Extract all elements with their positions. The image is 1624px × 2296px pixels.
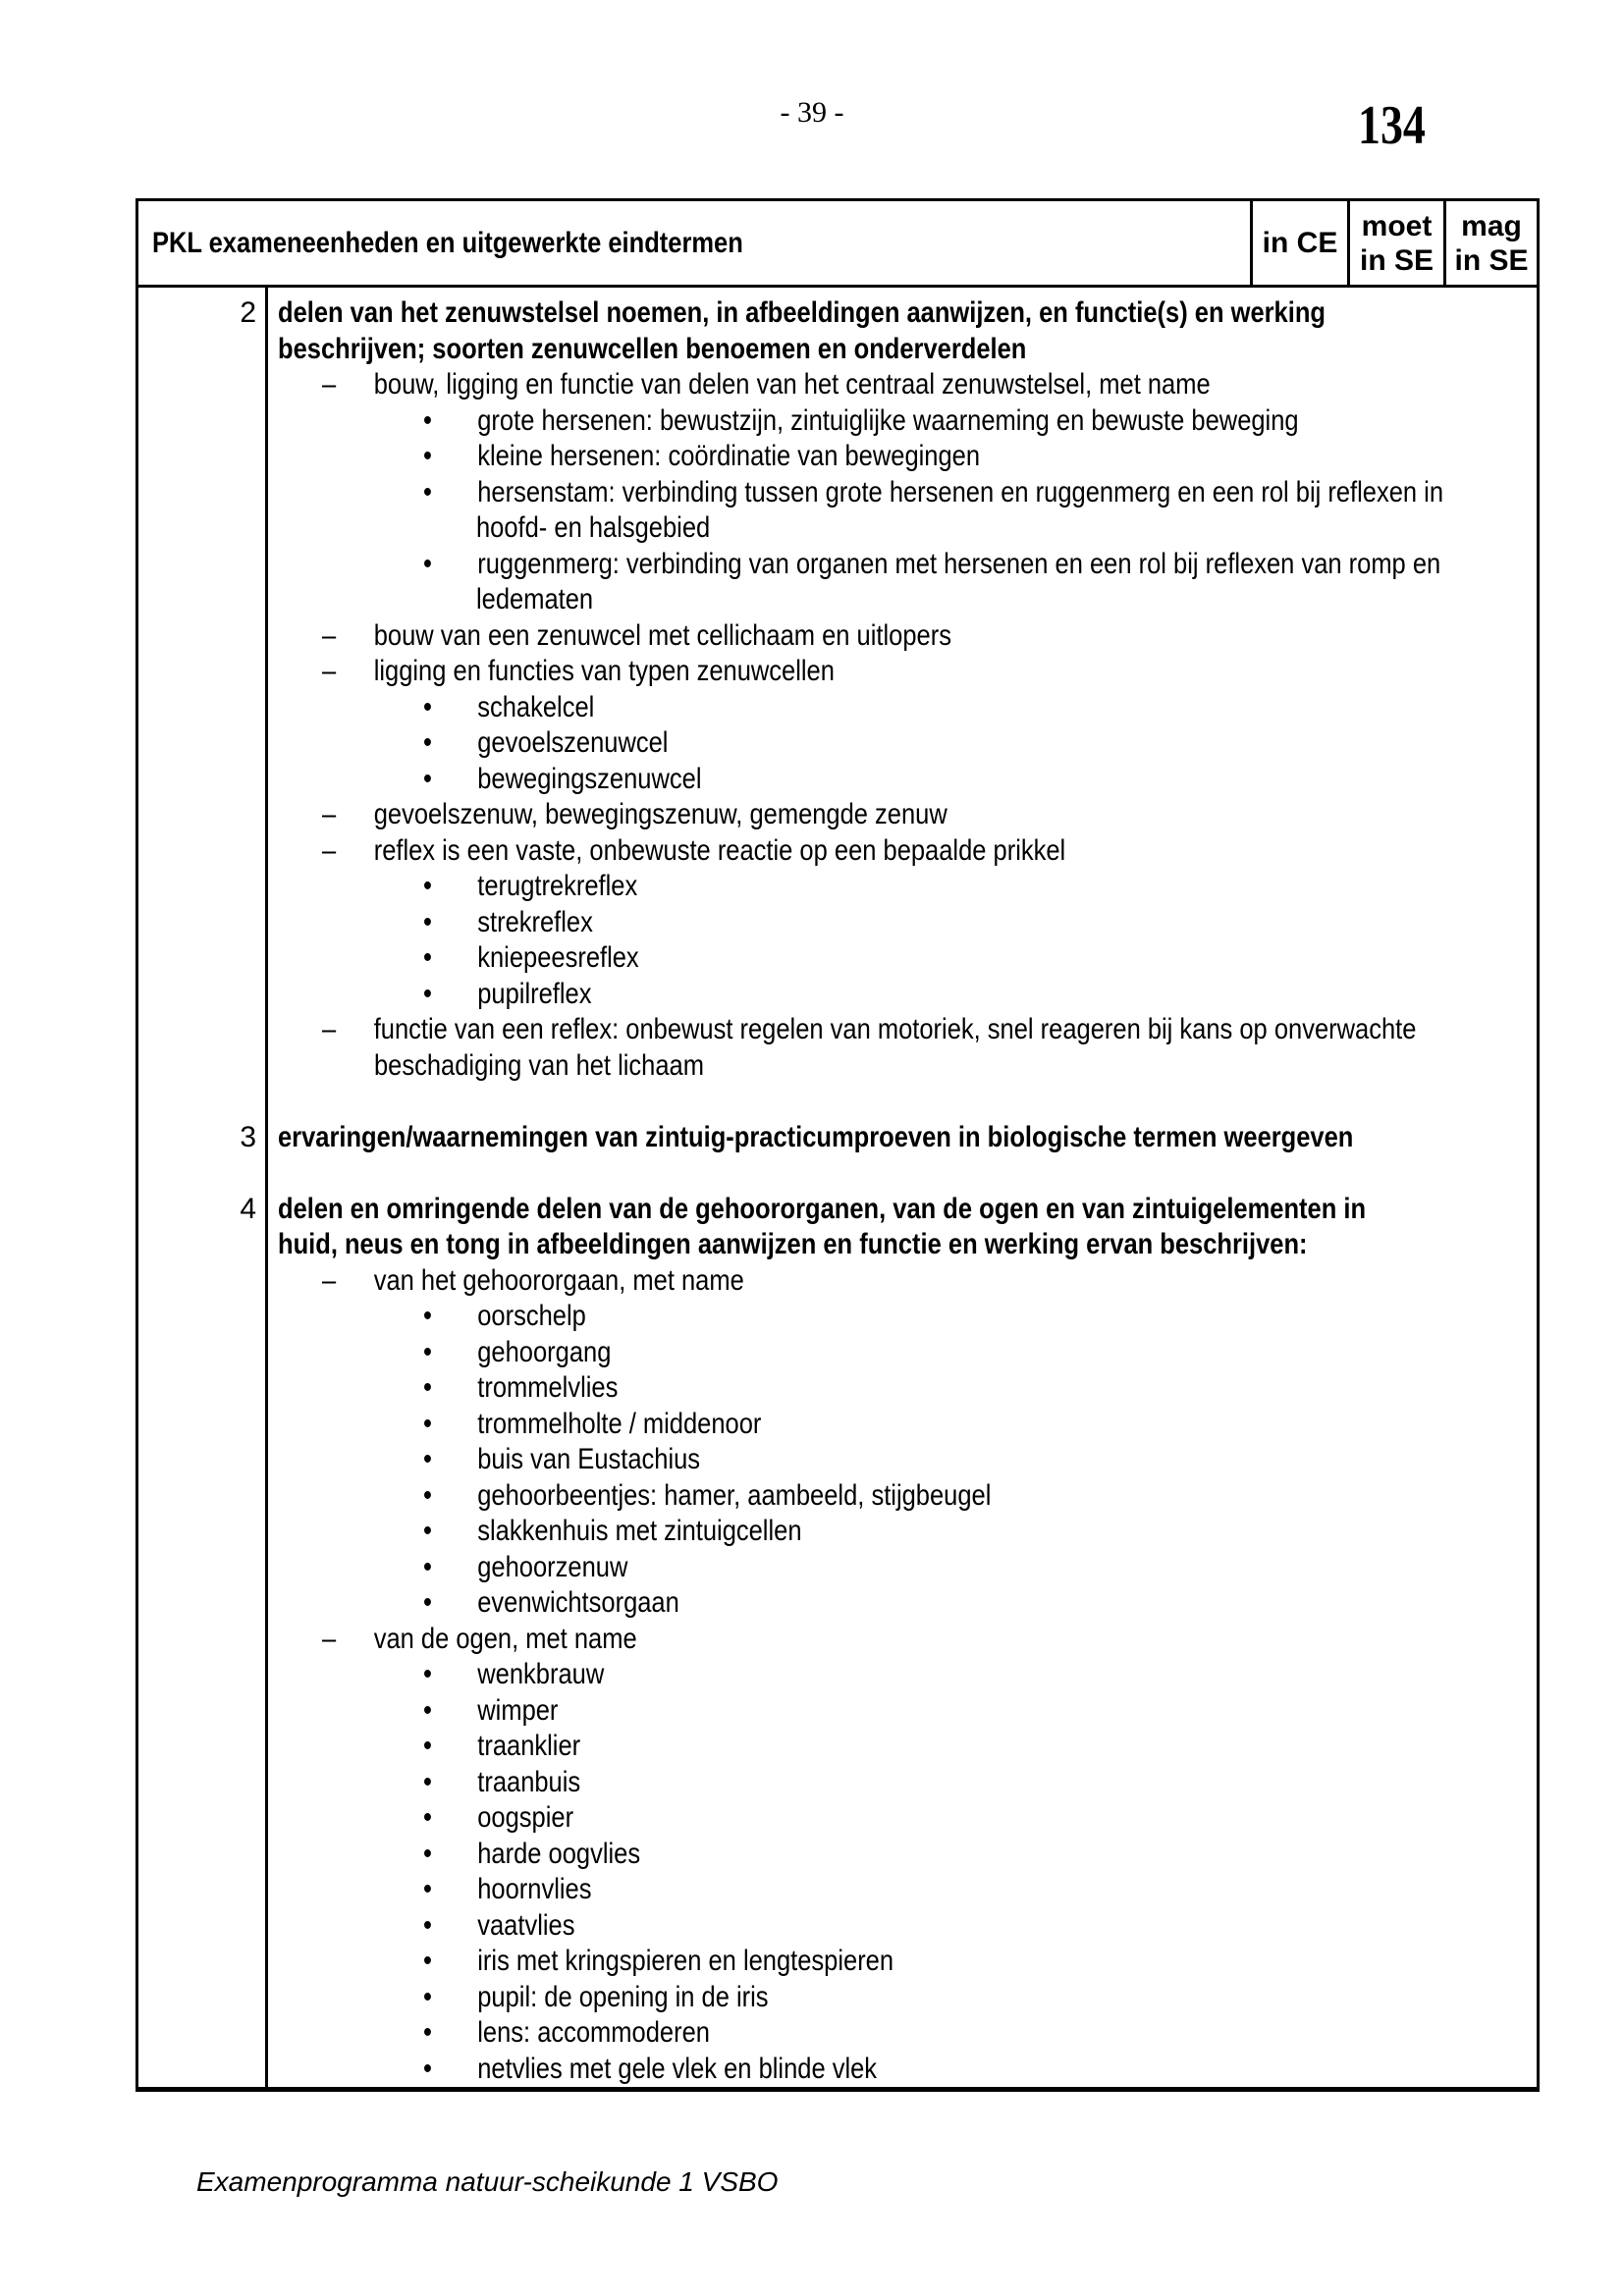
bullet-icon: • <box>423 941 432 974</box>
line-text: van de ogen, met name <box>373 1622 637 1655</box>
line-text: reflex is een vaste, onbewuste reactie op een bepaalde prikkel <box>373 833 1066 867</box>
item-number-column <box>138 288 265 2087</box>
bullet-icon: • <box>423 1407 432 1440</box>
table-body-row <box>138 288 1537 2087</box>
line-text: pupilreflex <box>477 977 592 1010</box>
line-text: van het gehoororgaan, met name <box>373 1263 744 1297</box>
dash-line <box>322 1622 1429 1658</box>
bullet-line <box>423 2015 1443 2052</box>
line-text: terugtrekreflex <box>477 870 638 902</box>
item-number: 4 <box>240 1192 256 1225</box>
line-text: lens: accommoderen <box>477 2016 710 2049</box>
bullet-icon: • <box>423 1478 432 1512</box>
bullet-icon: • <box>423 1586 432 1619</box>
dash-marker: – <box>322 1263 337 1297</box>
bullet-line <box>423 1514 1443 1550</box>
bullet-line <box>423 1299 1443 1335</box>
line-text: trommelholte / middenoor <box>477 1407 762 1440</box>
table-header-row <box>138 201 1537 288</box>
line-text: wimper <box>477 1693 559 1727</box>
bullet-line <box>423 1980 1443 2016</box>
line-text: gehoorgang <box>477 1335 612 1368</box>
bullet-icon: • <box>423 762 432 795</box>
line-text: vaatvlies <box>477 1908 575 1942</box>
bullet-icon: • <box>423 1908 432 1942</box>
bullet-icon: • <box>423 1730 432 1762</box>
dash-marker: – <box>322 655 337 687</box>
dash-marker: – <box>322 368 337 400</box>
bullet-line <box>423 1478 1443 1515</box>
bullet-icon: • <box>423 977 432 1010</box>
bullet-line <box>423 1765 1443 1801</box>
bullet-line <box>423 977 1443 1013</box>
bullet-icon: • <box>423 2052 432 2085</box>
column-header-label: in SE <box>1359 243 1434 277</box>
bullet-line <box>423 1657 1443 1693</box>
column-header-moet-in-se <box>1347 201 1443 285</box>
line-text: wenkbrauw <box>477 1658 605 1690</box>
exam-terms-table <box>135 198 1540 2092</box>
dash-marker: – <box>322 618 337 652</box>
line-text: traanklier <box>477 1730 581 1762</box>
line-text: ledematen <box>476 583 594 615</box>
document-footer: Examenprogramma natuur-scheikunde 1 VSBO <box>196 2166 779 2197</box>
line-text: gehoorbeentjes: hamer, aambeeld, stijgbeugel <box>477 1478 992 1512</box>
dash-line <box>322 833 1429 870</box>
line-text: hersenstam: verbinding tussen grote hersenen en ruggenmerg en een rol bij reflexen in <box>477 475 1444 508</box>
eindtermen-content <box>240 288 1624 2087</box>
dash-line <box>322 797 1429 833</box>
dash-line <box>322 618 1429 655</box>
dash-line <box>322 1012 1429 1048</box>
item-main-line <box>278 1120 1422 1156</box>
bullet-icon: • <box>423 403 432 437</box>
line-text: buis van Eustachius <box>477 1443 701 1475</box>
bullet-icon: • <box>423 1658 432 1690</box>
column-header-label: in SE <box>1454 243 1529 277</box>
line-text: bouw van een zenuwcel met cellichaam en uitlopers <box>373 618 951 652</box>
bullet-icon: • <box>423 1550 432 1583</box>
bullet-line <box>423 439 1443 475</box>
line-text: iris met kringspieren en lengtespieren <box>477 1945 894 1977</box>
bullet-line <box>423 1944 1443 1980</box>
continuation-line <box>476 582 1451 618</box>
line-text: delen en omringende delen van de gehoororganen, van de ogen en van zintuigelementen in <box>278 1192 1367 1225</box>
bullet-line <box>423 1585 1443 1622</box>
bullet-line <box>423 690 1443 726</box>
bullet-icon: • <box>423 905 432 938</box>
bullet-icon: • <box>423 1335 432 1368</box>
item-main-line <box>278 332 1422 368</box>
bullet-icon: • <box>423 1765 432 1798</box>
line-text: evenwichtsorgaan <box>477 1586 679 1619</box>
bullet-icon: • <box>423 1693 432 1727</box>
bullet-icon: • <box>423 1371 432 1404</box>
column-header-label: mag <box>1461 209 1522 242</box>
table-title-cell <box>138 201 1250 285</box>
dash-line <box>322 367 1429 403</box>
dash-marker: – <box>322 833 337 867</box>
bullet-line <box>423 547 1443 583</box>
bullet-line <box>423 1550 1443 1586</box>
line-text: ervaringen/waarnemingen van zintuig-practicumproeven in biologische termen weergeven <box>278 1120 1354 1153</box>
bullet-icon: • <box>423 1837 432 1870</box>
dash-marker: – <box>322 1622 337 1655</box>
bullet-line <box>423 403 1443 440</box>
table-row <box>240 295 1623 1084</box>
bullet-icon: • <box>423 1945 432 1977</box>
line-text: harde oogvlies <box>477 1837 641 1870</box>
table-row <box>240 1192 1623 2088</box>
line-text: strekreflex <box>477 905 593 938</box>
table-title: PKL exameneenheden en uitgewerkte eindtermen <box>152 226 743 259</box>
line-text: huid, neus en tong in afbeeldingen aanwijzen en functie en werking ervan beschrijven: <box>278 1228 1308 1260</box>
line-text: gevoelszenuwcel <box>477 726 669 759</box>
line-text: pupil: de opening in de iris <box>477 1980 769 2013</box>
line-text: gevoelszenuw, bewegingszenuw, gemengde zenuw <box>373 798 947 830</box>
line-text: slakkenhuis met zintuigcellen <box>477 1515 802 1547</box>
line-text: oogspier <box>477 1801 574 1834</box>
item-main-line <box>278 1192 1422 1228</box>
bullet-icon: • <box>423 1515 432 1547</box>
dash-marker: – <box>322 1013 337 1045</box>
bullet-icon: • <box>423 1300 432 1332</box>
table-row <box>240 1120 1623 1156</box>
line-text: traanbuis <box>477 1765 581 1798</box>
column-header-label: in CE <box>1262 227 1338 259</box>
bullet-line <box>423 1442 1443 1478</box>
bullet-line <box>423 940 1443 977</box>
item-number: 2 <box>240 296 256 329</box>
item-main-line <box>278 295 1422 332</box>
line-text: bewegingszenuwcel <box>477 762 702 795</box>
bullet-icon: • <box>423 547 432 580</box>
line-text: hoofd- en halsgebied <box>476 511 711 544</box>
bullet-line <box>423 1407 1443 1443</box>
line-text: oorschelp <box>477 1300 586 1332</box>
item-number: 3 <box>240 1120 256 1153</box>
bullet-line <box>423 1908 1443 1945</box>
continuation-line <box>476 510 1451 547</box>
bullet-icon: • <box>423 440 432 472</box>
bullet-icon: • <box>423 2016 432 2049</box>
line-text: beschadiging van het lichaam <box>374 1048 704 1082</box>
bullet-line <box>423 2052 1443 2088</box>
continuation-line <box>374 1048 1436 1085</box>
stamp-page-number: 134 <box>1358 95 1426 156</box>
line-text: schakelcel <box>477 690 595 723</box>
dash-marker: – <box>322 798 337 830</box>
line-text: netvlies met gele vlek en blinde vlek <box>477 2052 878 2085</box>
bullet-icon: • <box>423 1801 432 1834</box>
bullet-icon: • <box>423 1873 432 1905</box>
bullet-line <box>423 1729 1443 1765</box>
column-header-in-ce <box>1250 201 1347 285</box>
bullet-line <box>423 725 1443 762</box>
line-text: kleine hersenen: coördinatie van bewegingen <box>477 440 981 472</box>
line-text: ruggenmerg: verbinding van organen met hersenen en een rol bij reflexen van romp en <box>477 547 1441 580</box>
dash-line <box>322 1263 1429 1300</box>
line-text: kniepeesreflex <box>477 941 639 974</box>
line-text: bouw, ligging en functie van delen van het centraal zenuwstelsel, met name <box>373 368 1211 400</box>
bullet-icon: • <box>423 726 432 759</box>
bullet-line <box>423 1872 1443 1908</box>
line-text: trommelvlies <box>477 1371 619 1404</box>
line-text: delen van het zenuwstelsel noemen, in afbeeldingen aanwijzen, en functie(s) en werking <box>278 296 1326 329</box>
line-text: hoornvlies <box>477 1873 592 1905</box>
line-text: gehoorzenuw <box>477 1550 628 1583</box>
bullet-icon: • <box>423 870 432 902</box>
bullet-line <box>423 905 1443 941</box>
dash-line <box>322 654 1429 690</box>
bullet-icon: • <box>423 1443 432 1475</box>
bullet-line <box>423 1693 1443 1730</box>
bullet-line <box>423 869 1443 905</box>
bullet-line <box>423 1370 1443 1407</box>
item-main-line <box>278 1227 1422 1263</box>
line-text: beschrijven; soorten zenuwcellen benoemen en onderverdelen <box>278 332 1027 365</box>
bullet-line <box>423 762 1443 798</box>
line-text: functie van een reflex: onbewust regelen van motoriek, snel reageren bij kans op onverwachte <box>373 1013 1417 1045</box>
line-text: ligging en functies van typen zenuwcellen <box>373 655 835 687</box>
bullet-line <box>423 1335 1443 1371</box>
bullet-line <box>423 1837 1443 1873</box>
bullet-icon: • <box>423 475 432 508</box>
column-header-mag-in-se <box>1443 201 1537 285</box>
line-text: grote hersenen: bewustzijn, zintuiglijke waarneming en bewuste beweging <box>477 403 1299 437</box>
bullet-icon: • <box>423 690 432 723</box>
bullet-icon: • <box>423 1980 432 2013</box>
bullet-line <box>423 475 1443 511</box>
page-number: - 39 - <box>780 96 844 129</box>
bullet-line <box>423 1800 1443 1837</box>
column-header-label: moet <box>1361 209 1433 242</box>
